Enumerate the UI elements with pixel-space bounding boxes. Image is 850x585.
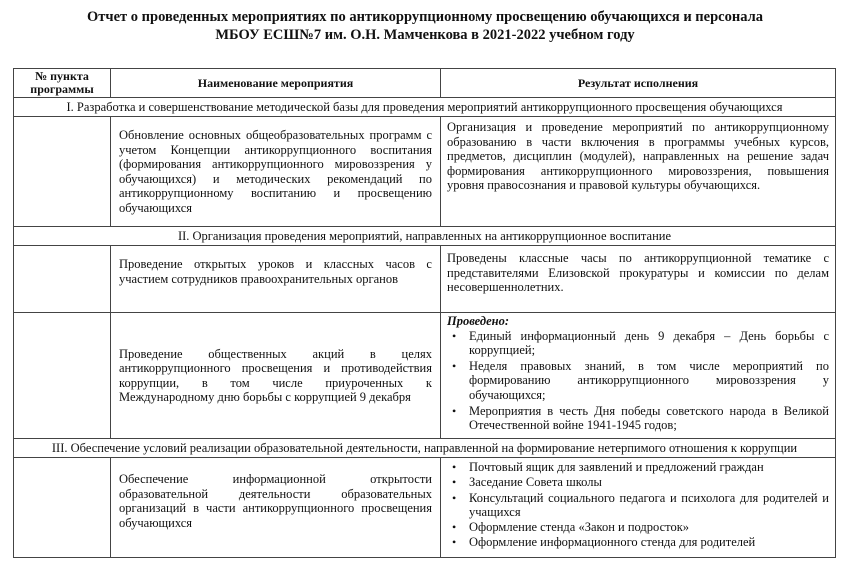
header-item-number: № пункта программы — [14, 69, 111, 98]
event-cell: Обновление основных общеобразовательных программ с учетом Концепции антикоррупционного воспитания (формирования антикоррупционного мировоззрения у обучающихся) и методических рекомендаций по антикоррупционному воспитанию и просвещению обучающихся — [111, 117, 441, 227]
result-cell: Проведены классные часы по антикоррупционной тематике с представителями Елизовской прокуратуры и комиссии по делам несовершеннолетних. — [441, 246, 836, 313]
item-number-cell — [14, 313, 111, 439]
events-table — [13, 68, 836, 558]
event-cell: Проведение общественных акций в целях антикоррупционного просвещения и противодействия коррупции, в том числе приуроченных к Международному дню борьбы с коррупцией 9 декабря — [111, 313, 441, 439]
header-result: Результат исполнения — [441, 69, 836, 98]
table-row — [14, 313, 836, 439]
table-row — [14, 246, 836, 313]
result-cell — [441, 458, 836, 558]
table-row — [14, 117, 836, 227]
title-line-2: МБОУ ЕСШ№7 им. О.Н. Мамченкова в 2021-2022 учебном году — [215, 27, 635, 43]
header-event-name: Наименование мероприятия — [111, 69, 441, 98]
table-header-row — [14, 69, 836, 98]
section-row — [14, 439, 836, 458]
table-row — [14, 458, 836, 558]
document-title — [0, 8, 850, 44]
section-title-3: III. Обеспечение условий реализации образовательной деятельности, направленной на формирование нетерпимого отношения к коррупции — [14, 439, 836, 458]
list-item: • Неделя правовых знаний, в том числе мероприятий по формированию антикоррупционного мировоззрения у обучающихся; — [469, 359, 829, 402]
section-row — [14, 98, 836, 117]
title-line-1: Отчет о проведенных мероприятиях по антикоррупционному просвещению обучающихся и персонала — [87, 9, 763, 25]
section-title-2: II. Организация проведения мероприятий, направленных на антикоррупционное воспитание — [14, 227, 836, 246]
item-number-cell — [14, 246, 111, 313]
section-row — [14, 227, 836, 246]
list-item: • Консультаций социального педагога и психолога для родителей и учащихся — [469, 491, 829, 520]
section-title-1: I. Разработка и совершенствование методической базы для проведения мероприятий антикоррупционного просвещения обучающихся — [14, 98, 836, 117]
list-item: • Почтовый ящик для заявлений и предложений граждан — [469, 460, 829, 474]
result-list — [447, 460, 829, 550]
item-number-cell — [14, 458, 111, 558]
result-list — [447, 329, 829, 433]
item-number-cell — [14, 117, 111, 227]
list-item: • Мероприятия в честь Дня победы советского народа в Великой Отечественной войне 1941-1945 годов; — [469, 404, 829, 433]
list-item: • Оформление стенда «Закон и подросток» — [469, 520, 829, 534]
list-item: • Единый информационный день 9 декабря – День борьбы с коррупцией; — [469, 329, 829, 358]
result-cell — [441, 313, 836, 439]
list-item: • Заседание Совета школы — [469, 475, 829, 489]
list-item: • Оформление информационного стенда для родителей — [469, 535, 829, 549]
result-lead: Проведено: — [447, 314, 509, 328]
result-cell: Организация и проведение мероприятий по антикоррупционному образованию в части включения в программы учебных курсов, предметов, дисциплин (модулей), направленных на решение задач формирования антикоррупционного мировоззрения, повышения уровня правосознания и правовой культуры обучающихся. — [441, 117, 836, 227]
event-cell: Обеспечение информационной открытости образовательной деятельности образовательных организаций в части антикоррупционного просвещения обучающихся — [111, 458, 441, 558]
event-cell: Проведение открытых уроков и классных часов с участием сотрудников правоохранительных органов — [111, 246, 441, 313]
